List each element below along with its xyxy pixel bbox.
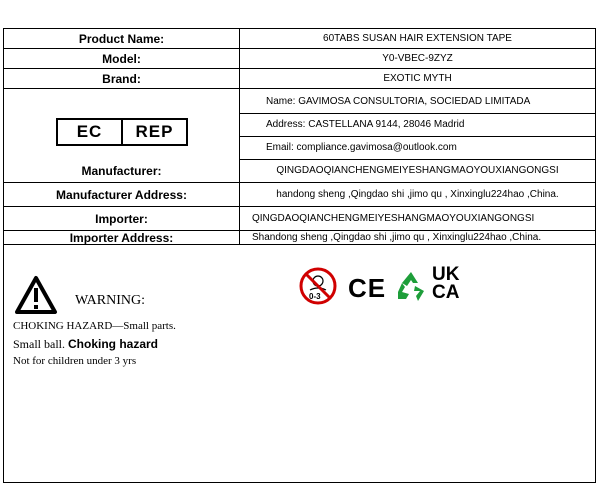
rep-text: REP: [135, 122, 174, 141]
model-label: Model:: [4, 49, 240, 68]
brand-label: Brand:: [4, 69, 240, 88]
warning-line-2: [13, 337, 158, 352]
importer-address-row: [4, 231, 595, 245]
ukca-bottom: CA: [432, 282, 460, 303]
ec-rep-name: Name: GAVIMOSA CONSULTORIA, SOCIEDAD LIMITADA: [266, 96, 531, 107]
manufacturer-row: [4, 159, 595, 183]
product-name-value: 60TABS SUSAN HAIR EXTENSION TAPE: [323, 33, 512, 44]
importer-address-value: Shandong sheng ,Qingdao shi ,jimo qu , Xinxinglu224hao ,China.: [252, 232, 542, 243]
manufacturer-value: QINGDAOQIANCHENGMEIYESHANGMAOYOUXIANGONGSI: [276, 165, 559, 176]
model-value: Y0-VBEC-9ZYZ: [382, 53, 453, 64]
ec-text: EC: [58, 120, 123, 144]
ukca-top: UK: [432, 264, 460, 285]
age-label: 0-3: [309, 292, 321, 301]
label-table: [3, 28, 596, 483]
warning-line-2-bold: Choking hazard: [68, 337, 159, 351]
ec-rep-email: Email: compliance.gavimosa@outlook.com: [266, 142, 457, 153]
age-warning-icon: [298, 266, 342, 306]
manufacturer-address-value: handong sheng ,Qingdao shi ,jimo qu , Xinxinglu224hao ,China.: [276, 189, 559, 200]
warning-line-2-plain: Small ball.: [13, 337, 68, 351]
model-row: [4, 49, 595, 69]
importer-row: [4, 207, 595, 231]
warning-triangle-icon: [14, 275, 58, 315]
ukca-mark: [432, 266, 472, 302]
manufacturer-address-label: Manufacturer Address:: [4, 183, 240, 206]
ec-rep-address: Address: CASTELLANA 9144, 28046 Madrid: [266, 119, 465, 130]
warning-title: WARNING:: [75, 293, 145, 308]
brand-row: [4, 69, 595, 89]
importer-address-label: Importer Address:: [4, 231, 240, 244]
warning-line-3: Not for children under 3 yrs: [13, 355, 137, 367]
importer-label: Importer:: [4, 207, 240, 230]
manufacturer-address-row: [4, 183, 595, 207]
ec-rep-symbol: [56, 118, 188, 146]
ec-rep-divider-1: [240, 113, 595, 114]
recycle-icon: [393, 269, 429, 303]
brand-value: EXOTIC MYTH: [383, 73, 452, 84]
ec-rep-divider-2: [240, 136, 595, 137]
warning-line-1: CHOKING HAZARD—Small parts.: [13, 320, 176, 332]
manufacturer-label: Manufacturer:: [4, 159, 240, 182]
importer-value: QINGDAOQIANCHENGMEIYESHANGMAOYOUXIANGONGSI: [252, 213, 535, 224]
ce-mark: CE: [348, 273, 387, 303]
product-name-row: [4, 29, 595, 49]
product-name-label: Product Name:: [4, 29, 240, 48]
